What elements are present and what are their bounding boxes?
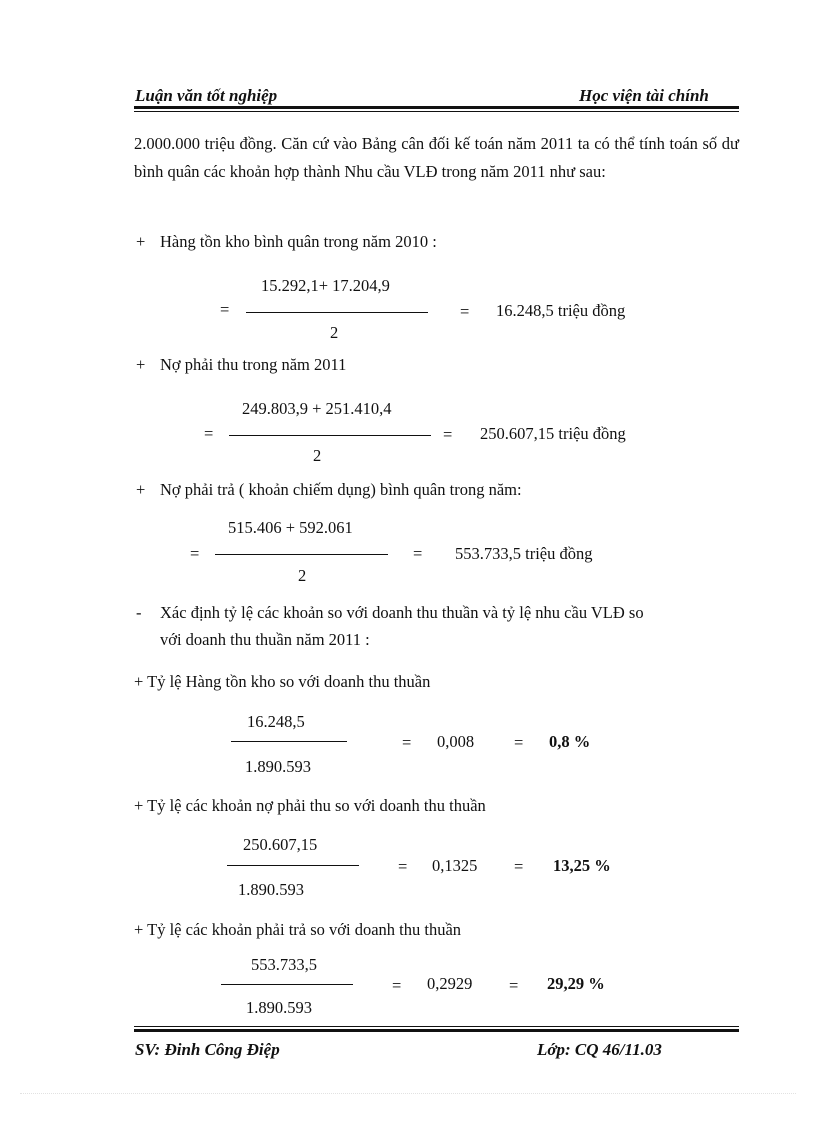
- ratio1-equals-2: =: [514, 733, 524, 752]
- ratio3-equals: =: [392, 976, 402, 995]
- section2-fraction-bar: [229, 435, 431, 436]
- section1-equals-2: =: [460, 302, 470, 321]
- ratio2-percent: 13,25 %: [553, 856, 611, 875]
- section1-label: Hàng tồn kho bình quân trong năm 2010 :: [160, 232, 437, 251]
- section1-numerator: 15.292,1+ 17.204,9: [261, 276, 390, 295]
- section2-result: 250.607,15 triệu đồng: [480, 424, 626, 443]
- ratio1-percent: 0,8 %: [549, 732, 591, 751]
- section3-numerator: 515.406 + 592.061: [228, 518, 353, 537]
- ratio3-value: 0,2929: [427, 974, 473, 993]
- ratio3-percent: 29,29 %: [547, 974, 605, 993]
- ratio2-numerator: 250.607,15: [243, 835, 318, 854]
- ratio3-denominator: 1.890.593: [246, 998, 312, 1017]
- section3-equals: =: [190, 544, 200, 563]
- section2-equals-2: =: [443, 425, 453, 444]
- ratio3-fraction-bar: [221, 984, 353, 985]
- ratio3-label: + Tỷ lệ các khoản phải trả so với doanh thu thuần: [134, 920, 462, 939]
- section2-equals: =: [204, 424, 214, 443]
- section3-equals-2: =: [413, 544, 423, 563]
- ratio2-label: + Tỷ lệ các khoản nợ phải thu so với doanh thu thuần: [134, 796, 486, 815]
- page-edge-dots: [20, 1093, 796, 1094]
- ratio1-fraction-bar: [231, 741, 347, 742]
- header-left-title: Luận văn tốt nghiệp: [135, 86, 278, 105]
- footer-rule-thin: [134, 1026, 739, 1027]
- ratio3-equals-2: =: [509, 976, 519, 995]
- ratio2-equals-2: =: [514, 857, 524, 876]
- intro-paragraph: 2.000.000 triệu đồng. Căn cứ vào Bảng cân đối kế toán năm 2011 ta có thể tính toán số dư bình quân các khoản hợp thành Nhu cầu VLĐ trong năm 2011 như sau:: [134, 134, 739, 181]
- section2-label: Nợ phải thu trong năm 2011: [160, 355, 347, 374]
- footer-rule: [134, 1029, 739, 1032]
- ratio2-denominator: 1.890.593: [238, 880, 304, 899]
- header-rule: [134, 106, 739, 109]
- section1-fraction-bar: [246, 312, 428, 313]
- ratio1-denominator: 1.890.593: [245, 757, 311, 776]
- section2-bullet: +: [136, 355, 146, 374]
- section3-denominator: 2: [298, 566, 307, 585]
- section3-bullet: +: [136, 480, 146, 499]
- ratio1-equals: =: [402, 733, 412, 752]
- header-rule-thin: [134, 111, 739, 112]
- section2-denominator: 2: [313, 446, 322, 465]
- dash-bullet: -: [136, 603, 142, 622]
- ratio1-label: + Tỷ lệ Hàng tồn kho so với doanh thu thuần: [134, 672, 431, 691]
- section3-result: 553.733,5 triệu đồng: [455, 544, 593, 563]
- ratio2-equals: =: [398, 857, 408, 876]
- ratio1-numerator: 16.248,5: [247, 712, 305, 731]
- header-right-title: Học viện tài chính: [579, 86, 709, 105]
- section1-denominator: 2: [330, 323, 339, 342]
- footer-student: SV: Đinh Công Điệp: [135, 1040, 280, 1059]
- section3-label: Nợ phải trả ( khoản chiếm dụng) bình quân trong năm:: [160, 480, 522, 499]
- ratio2-fraction-bar: [227, 865, 359, 866]
- dash-item-line2: với doanh thu thuần năm 2011 :: [160, 630, 370, 649]
- section1-bullet: +: [136, 232, 146, 251]
- section2-numerator: 249.803,9 + 251.410,4: [242, 399, 392, 418]
- ratio2-value: 0,1325: [432, 856, 478, 875]
- ratio3-numerator: 553.733,5: [251, 955, 317, 974]
- section1-result: 16.248,5 triệu đồng: [496, 301, 626, 320]
- dash-item-line1: Xác định tỷ lệ các khoản so với doanh thu thuần và tỷ lệ nhu cầu VLĐ so: [160, 603, 644, 622]
- section3-fraction-bar: [215, 554, 388, 555]
- footer-class: Lớp: CQ 46/11.03: [537, 1040, 662, 1059]
- section1-equals: =: [220, 300, 230, 319]
- ratio1-value: 0,008: [437, 732, 475, 751]
